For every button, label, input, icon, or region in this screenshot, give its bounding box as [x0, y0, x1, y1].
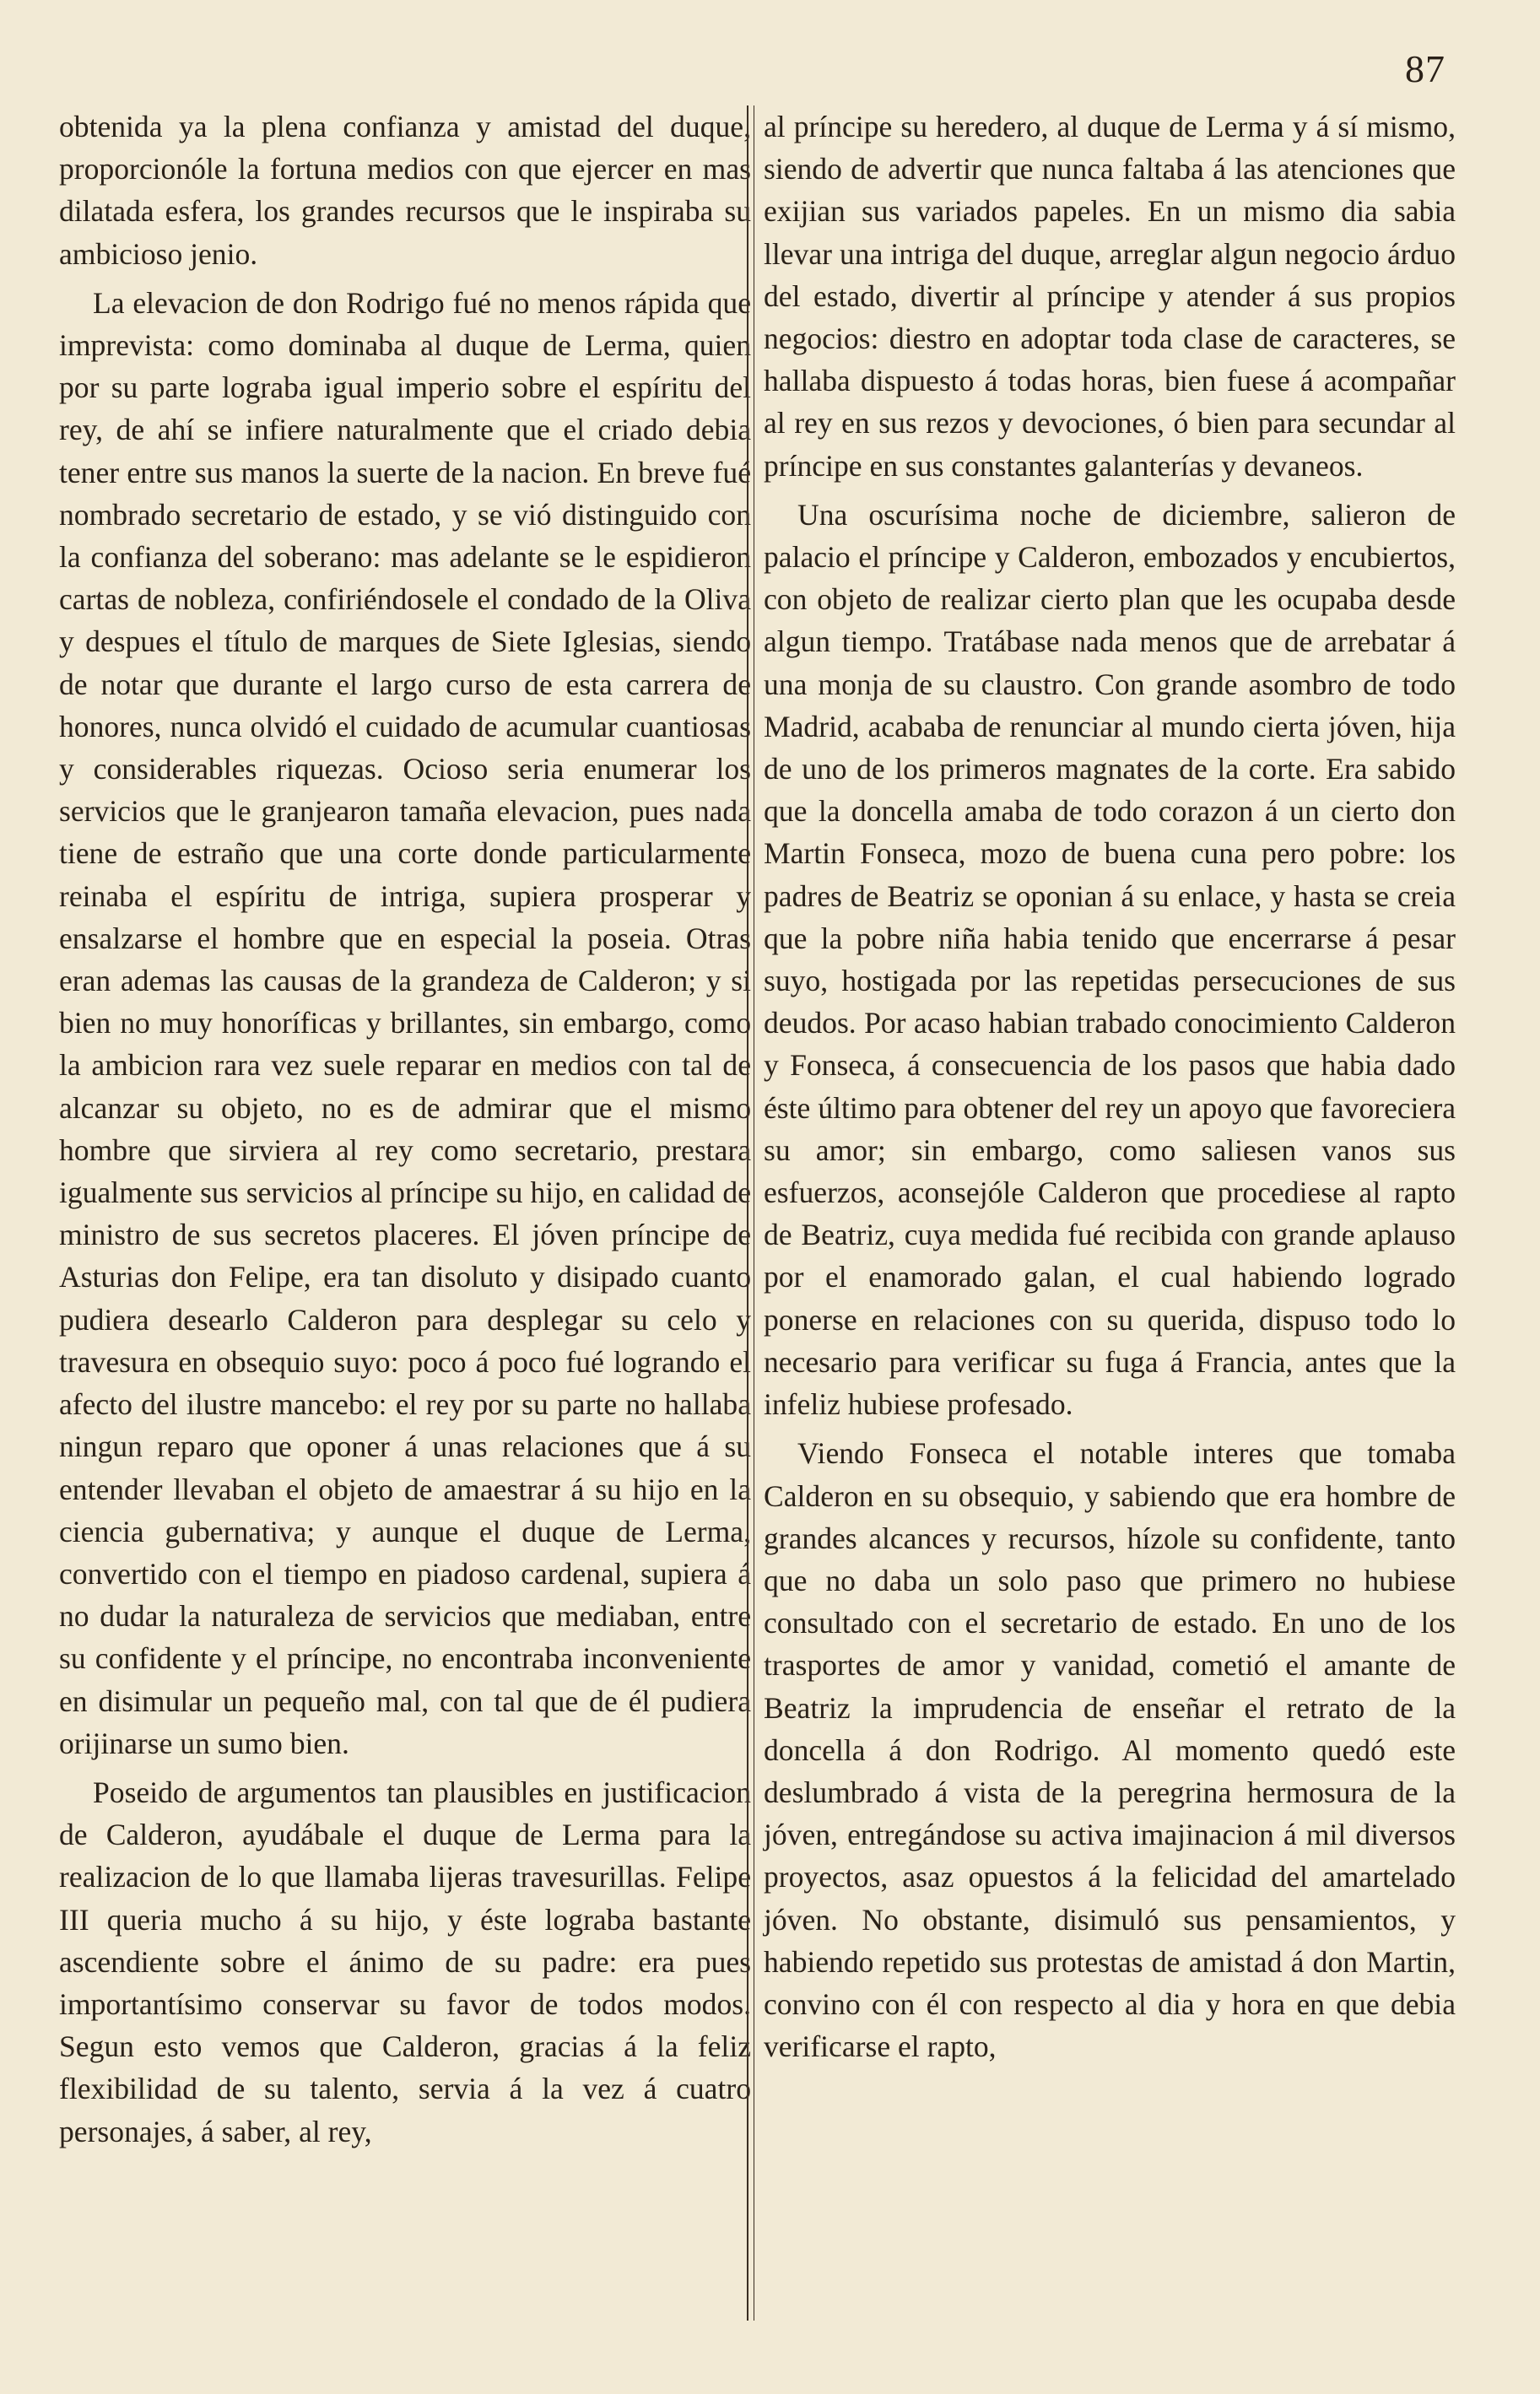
left-column [59, 105, 751, 2159]
right-column [764, 105, 1456, 2074]
column-divider [747, 105, 748, 2321]
paragraph: Viendo Fonseca el notable interes que tomaba Calderon en su obsequio, y sabiendo que era hombre de grandes alcances y recursos, hízole su confidente, tanto que no daba un solo paso que primero no hubiese consultado con el secretario de estado. En uno de los trasportes de amor y vanidad, cometió el amante de Beatriz la imprudencia de enseñar el retrato de la doncella á don Rodrigo. Al momento quedó este deslumbrado á vista de la peregrina hermosura de la jóven, entregándose su activa imajinacion á mil diversos proyectos, asaz opuestos á la felicidad del amartelado jóven. No obstante, disimuló sus pensamientos, y habiendo repetido sus protestas de amistad á don Martin, convino con él con respecto al dia y hora en que debia verificarse el rapto, [764, 1436, 1456, 2064]
paragraph: obtenida ya la plena confianza y amistad del duque, proporcionóle la fortuna medios con que ejercer en mas dilatada esfera, los grandes recursos que le inspiraba su ambicioso jenio. [59, 110, 751, 271]
paragraph: La elevacion de don Rodrigo fué no menos rápida que imprevista: como dominaba al duque de Lerma, quien por su parte lograba igual imperio sobre el espíritu del rey, de ahí se infiere naturalmente que el criado debia tener entre sus manos la suerte de la nacion. En breve fué nombrado secretario de estado, y se vió distinguido con la confianza del soberano: mas adelante se le espidieron cartas de nobleza, confiriéndosele el condado de la Oliva y despues el título de marques de Siete Iglesias, siendo de notar que durante el largo curso de esta carrera de honores, nunca olvidó el cuidado de acumular cuantiosas y considerables riquezas. Ocioso seria enumerar los servicios que le granjearon tamaña elevacion, pues nada tiene de estraño que una corte donde particularmente reinaba el espíritu de intriga, supiera prosperar y ensalzarse el hombre que en especial la poseia. Otras eran ademas las causas de la grandeza de Calderon; y si bien no muy honoríficas y brillantes, sin embargo, como la ambicion rara vez suele reparar en medios con tal de alcanzar su objeto, no es de admirar que el mismo hombre que sirviera al rey como secretario, prestara igualmente sus servicios al príncipe su hijo, en calidad de ministro de sus secretos placeres. El jóven príncipe de Asturias don Felipe, era tan disoluto y disipado cuanto pudiera desearlo Calderon para desplegar su celo y travesura en obsequio suyo: poco á poco fué logrando el afecto del ilustre mancebo: el rey por su parte no hallaba ningun reparo que oponer á unas relaciones que á su entender llevaban el objeto de amaestrar á su hijo en la ciencia gubernativa; y aunque el duque de Lerma, convertido con el tiempo en piadoso cardenal, supiera á no dudar la naturaleza de servicios que mediaban, entre su confidente y el príncipe, no encontraba inconveniente en disimular un pequeño mal, con tal que de él pudiera orijinarse un sumo bien. [59, 285, 751, 1760]
paragraph: al príncipe su heredero, al duque de Lerma y á sí mismo, siendo de advertir que nunca faltaba á las atenciones que exijian sus variados papeles. En un mismo dia sabia llevar una intriga del duque, arreglar algun negocio árduo del estado, divertir al príncipe y atender á sus propios negocios: diestro en adoptar toda clase de caracteres, se hallaba dispuesto á todas horas, bien fuese á acompañar al rey en sus rezos y devociones, ó bien para secundar al príncipe en sus constantes galanterías y devaneos. [764, 110, 1456, 483]
paragraph: Una oscurísima noche de diciembre, salieron de palacio el príncipe y Calderon, embozados y encubiertos, con objeto de realizar cierto plan que les ocupaba desde algun tiempo. Tratábase nada menos que de arrebatar á una monja de su claustro. Con grande asombro de todo Madrid, acababa de renunciar al mundo cierta jóven, hija de uno de los primeros magnates de la corte. Era sabido que la doncella amaba de todo corazon á un cierto don Martin Fonseca, mozo de buena cuna pero pobre: los padres de Beatriz se oponian á su enlace, y hasta se creia que la pobre niña habia tenido que encerrarse á pesar suyo, hostigada por las repetidas persecuciones de sus deudos. Por acaso habian trabado conocimiento Calderon y Fonseca, á consecuencia de los pasos que habia dado éste último para obtener del rey un apoyo que favoreciera su amor; sin embargo, como saliesen vanos sus esfuerzos, aconsejóle Calderon que procediese al rapto de Beatriz, cuya medida fué recibida con grande aplauso por el enamorado galan, el cual habiendo logrado ponerse en relaciones con su querida, dispuso todo lo necesario para verificar su fuga á Francia, antes que la infeliz hubiese profesado. [764, 497, 1456, 1422]
page-number: 87 [1405, 47, 1445, 90]
paragraph: Poseido de argumentos tan plausibles en justificacion de Calderon, ayudábale el duque de Lerma para la realizacion de lo que llamaba lijeras travesurillas. Felipe III queria mucho á su hijo, y éste lograba bastante ascendiente sobre el ánimo de su padre: era pues importantísimo conservar su favor de todos modos. Segun esto vemos que Calderon, gracias á la feliz flexibilidad de su talento, servia á la vez á cuatro personajes, á saber, al rey, [59, 1775, 751, 2148]
